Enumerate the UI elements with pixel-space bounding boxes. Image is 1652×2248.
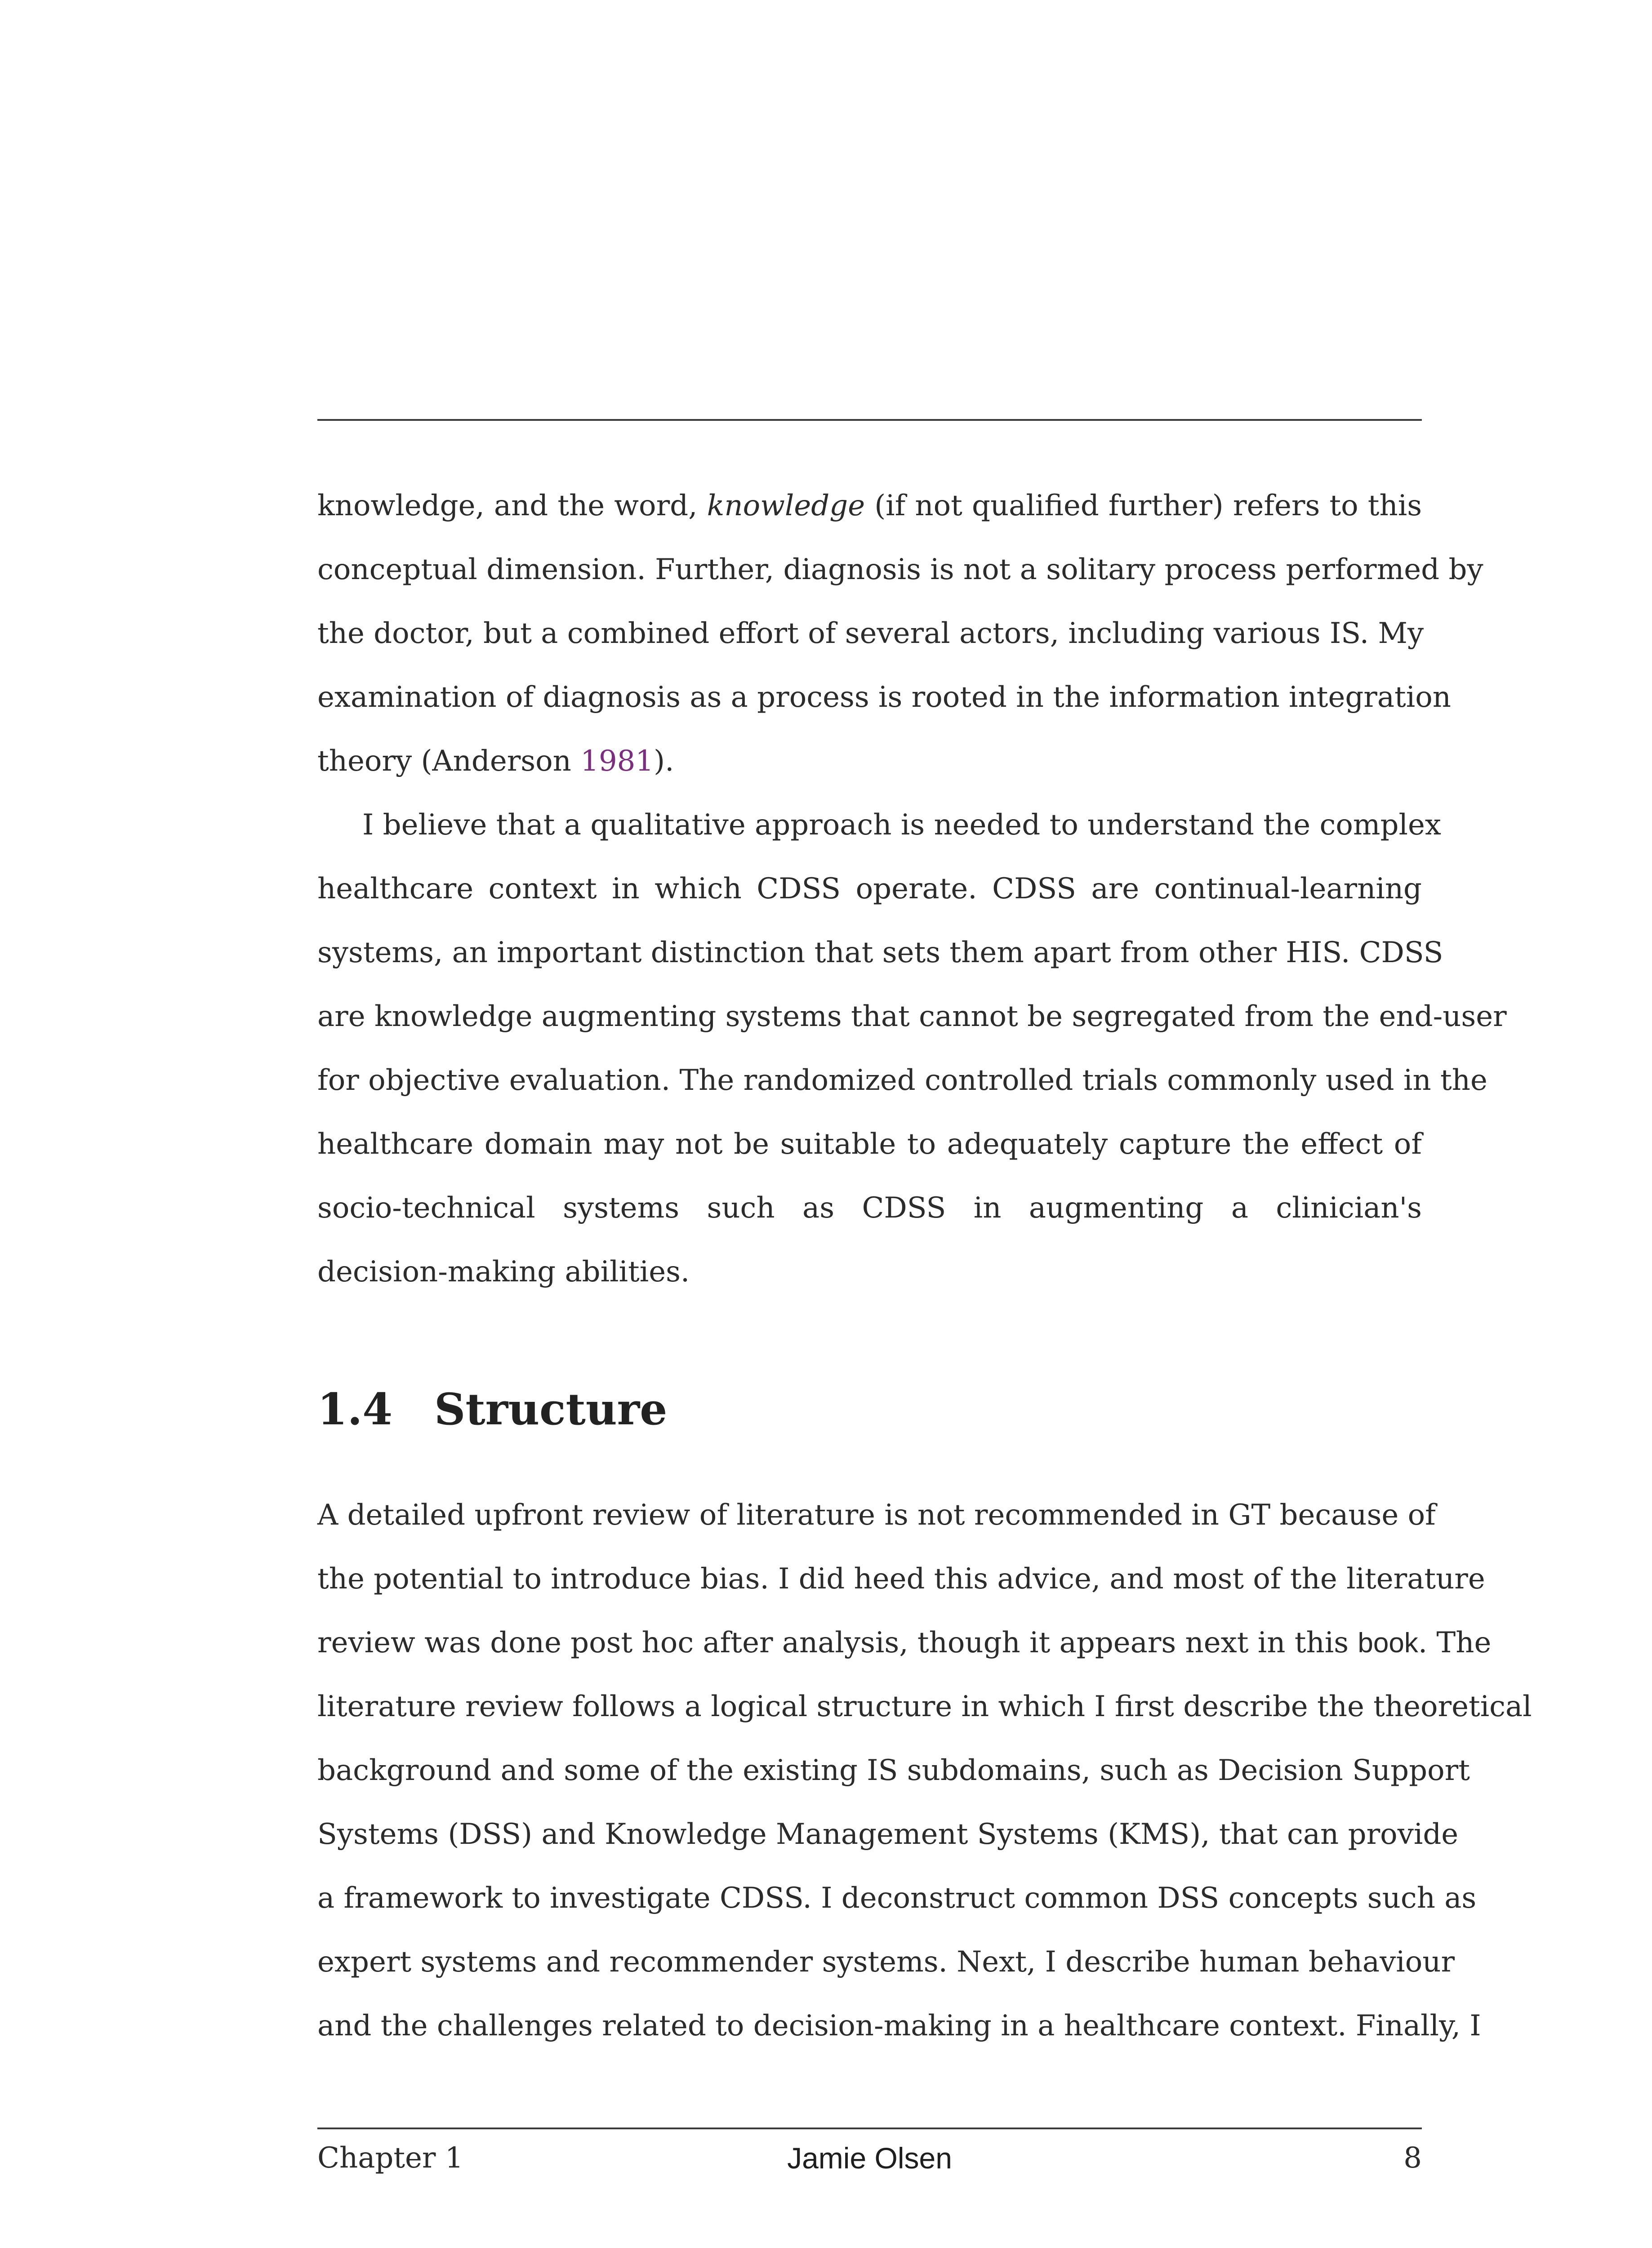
footer-chapter: Chapter 1 <box>317 2141 463 2175</box>
paragraph-line: examination of diagnosis as a process is rooted in the information integration <box>317 681 1451 714</box>
paragraph-line: for objective evaluation. The randomized controlled trials commonly used in the <box>317 1064 1487 1097</box>
paragraph-line: healthcare context in which CDSS operate. CDSS are continual-learning <box>317 872 1422 905</box>
paragraph-line: the potential to introduce bias. I did heed this advice, and most of the literature <box>317 1562 1485 1596</box>
section-heading <box>317 1385 667 1434</box>
text-span: book <box>1358 1628 1418 1659</box>
paragraph-line: a framework to investigate CDSS. I deconstruct common DSS concepts such as <box>317 1882 1477 1915</box>
paragraph-line: the doctor, but a combined effort of several actors, including various IS. My <box>317 617 1424 650</box>
paragraph-line: expert systems and recommender systems. Next, I describe human behaviour <box>317 1945 1455 1979</box>
paragraph-line: conceptual dimension. Further, diagnosis is not a solitary process performed by <box>317 553 1483 586</box>
paragraph-line: A detailed upfront review of literature is not recommended in GT because of <box>317 1499 1436 1532</box>
paragraph-line: socio-technical systems such as CDSS in augmenting a clinician's <box>317 1191 1422 1225</box>
paragraph-2 <box>317 807 1507 1315</box>
section-number: 1.4 <box>317 1384 393 1435</box>
paragraph-line <box>317 743 1422 779</box>
page-number: 8 <box>1403 2141 1422 2175</box>
paragraph-line: literature review follows a logical structure in which I first describe the theoretical <box>317 1690 1532 1723</box>
header-rule <box>317 419 1422 421</box>
citation-link[interactable]: 1981 <box>580 745 654 778</box>
text-span: review was done post hoc after analysis, though it appears next in this <box>317 1626 1358 1659</box>
text-span: ). <box>654 745 674 778</box>
paragraph-3 <box>317 1497 1532 2068</box>
text-span: (if not qualified further) refers to this <box>874 489 1422 522</box>
section-title: Structure <box>434 1384 668 1435</box>
paragraph-line: decision-making abilities. <box>317 1255 690 1289</box>
paragraph-line: systems, an important distinction that sets them apart from other HIS. CDSS <box>317 936 1443 969</box>
paragraph-line: and the challenges related to decision-making in a healthcare context. Finally, I <box>317 2009 1481 2043</box>
paragraph-line: background and some of the existing IS subdomains, such as Decision Support <box>317 1754 1470 1787</box>
footer-rule <box>317 2128 1422 2129</box>
paragraph-line: healthcare domain may not be suitable to adequately capture the effect of <box>317 1128 1422 1161</box>
paragraph-line: are knowledge augmenting systems that cannot be segregated from the end-user <box>317 1000 1507 1033</box>
text-span: knowledge, and the word, <box>317 489 698 522</box>
paragraph-line: Systems (DSS) and Knowledge Management Systems (KMS), that can provide <box>317 1818 1459 1851</box>
emphasized-term: knowledge <box>707 489 865 522</box>
paragraph-1 <box>317 488 1483 785</box>
paragraph-line: I believe that a qualitative approach is needed to understand the complex <box>362 808 1441 842</box>
paragraph-line <box>317 488 1422 524</box>
page-footer <box>317 2138 1422 2178</box>
text-span: . The <box>1418 1626 1492 1659</box>
text-span: theory (Anderson <box>317 745 581 778</box>
footer-author: Jamie Olsen <box>787 2141 952 2175</box>
paragraph-line <box>317 1625 1492 1661</box>
